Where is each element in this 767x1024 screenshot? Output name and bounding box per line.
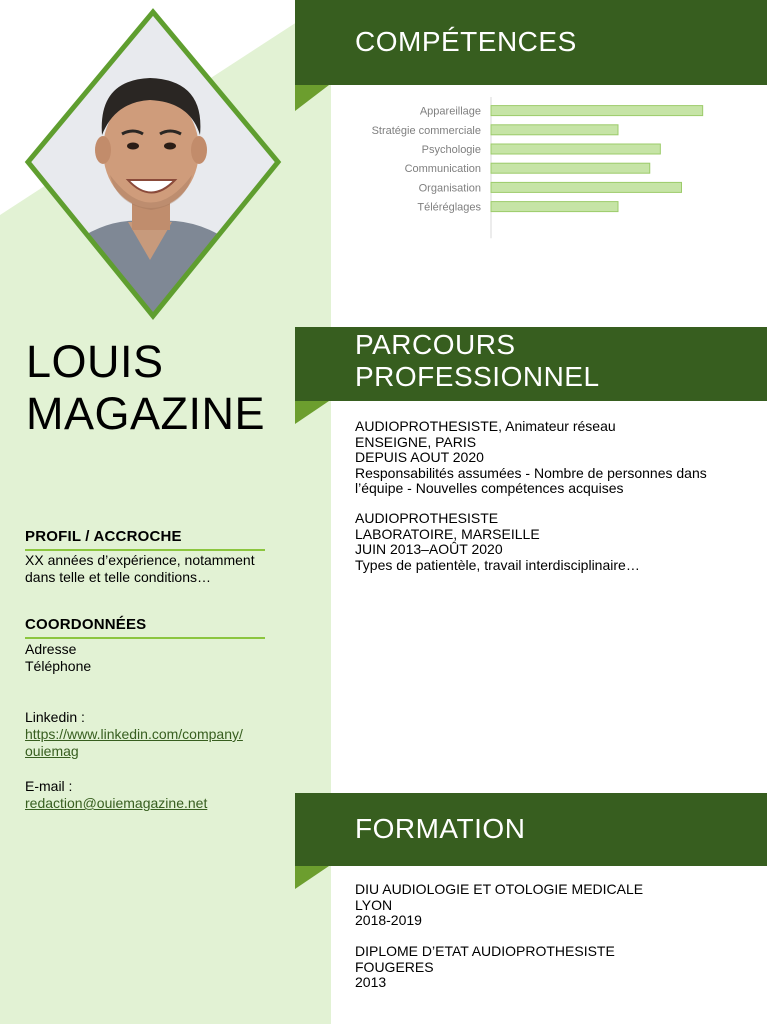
education-place: FOUGERES: [355, 958, 434, 975]
education-banner: [295, 793, 767, 866]
career-banner: [295, 327, 767, 401]
chart-bar: [491, 125, 618, 135]
chart-bar: [491, 163, 650, 173]
linkedin-label: Linkedin :: [25, 709, 85, 725]
job-title: AUDIOPROTHESISTE, Animateur réseau: [355, 418, 616, 434]
education-place: LYON: [355, 896, 393, 913]
name-first: LOUIS: [26, 336, 164, 387]
name-last: MAGAZINE: [26, 388, 266, 439]
email-label: E-mail :: [25, 778, 73, 794]
person-name: [26, 336, 265, 440]
job-place: LABORATOIRE, MARSEILLE: [355, 525, 540, 542]
job-place: ENSEIGNE, PARIS: [355, 433, 477, 450]
job-entry: [355, 419, 707, 497]
education-title: FORMATION: [355, 813, 526, 844]
chart-category-label: Communication: [404, 163, 481, 176]
email-link[interactable]: redaction@ouiemagazine.net: [25, 795, 208, 811]
contact-rule: [25, 637, 265, 639]
chart-category-label: Appareillage: [419, 105, 481, 118]
profile-heading: PROFIL / ACCROCHE: [25, 528, 182, 545]
contact-address: Adresse: [25, 641, 77, 657]
chart-bar: [491, 202, 618, 212]
chart-bar: [491, 106, 703, 116]
job-entry: [355, 511, 640, 573]
profile-photo-frame: [0, 0, 300, 330]
profile-line-1: XX années d’expérience, notamment: [25, 552, 255, 568]
job-description: Types de patientèle, travail interdisciplinaire…: [355, 556, 640, 573]
chart-category-label: Psychologie: [421, 144, 481, 156]
contact-phone: Téléphone: [25, 658, 92, 674]
profile-line-2: dans telle et telle conditions…: [25, 569, 211, 585]
job-dates: DEPUIS AOUT 2020: [355, 449, 484, 465]
career-title: [355, 329, 600, 393]
chart-category-label: Téléréglages: [417, 201, 481, 214]
skills-banner: [295, 0, 767, 85]
education-title-text: DIU AUDIOLOGIE ET OTOLOGIE MEDICALE: [355, 881, 644, 897]
education-entry: [355, 882, 643, 929]
linkedin-link[interactable]: [25, 726, 243, 760]
chart-category-label: Organisation: [418, 182, 481, 195]
career-title-line-2: PROFESSIONNEL: [355, 361, 600, 392]
contact-heading: COORDONNÉES: [25, 616, 147, 633]
career-banner-fold: [295, 401, 329, 424]
education-dates: 2013: [355, 974, 387, 990]
job-description: l’équipe - Nouvelles compétences acquises: [355, 480, 624, 496]
education-entry: [355, 944, 615, 991]
job-description: Responsabilités assumées - Nombre de personnes dans: [355, 464, 707, 481]
job-dates: JUIN 2013–AOÛT 2020: [355, 541, 503, 557]
job-title: AUDIOPROTHESISTE: [355, 510, 499, 526]
skills-title: COMPÉTENCES: [355, 26, 577, 57]
education-banner-fold: [295, 866, 329, 889]
linkedin-url-line-1[interactable]: https://www.linkedin.com/company/: [25, 726, 243, 742]
skills-banner-fold: [295, 85, 329, 111]
education-dates: 2018-2019: [355, 912, 422, 928]
profile-text: [25, 552, 255, 586]
chart-bar: [491, 182, 682, 192]
linkedin-url-line-2[interactable]: ouiemag: [25, 743, 79, 759]
profile-rule: [25, 549, 265, 551]
career-title-line-1: PARCOURS: [355, 329, 516, 360]
chart-bar: [491, 144, 660, 154]
chart-category-label: Stratégie commerciale: [371, 124, 481, 137]
skills-chart: [330, 95, 750, 245]
education-title-text: DIPLOME D’ETAT AUDIOPROTHESISTE: [355, 943, 615, 959]
